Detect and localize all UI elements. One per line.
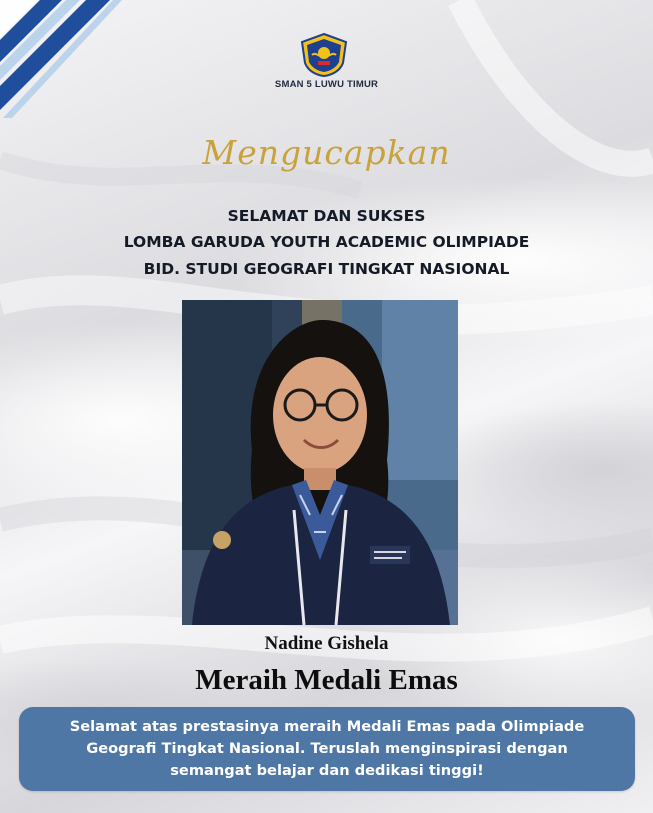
greeting-script: Mengucapkan <box>202 133 451 172</box>
message-box <box>19 707 635 791</box>
headline-line-3: BID. STUDI GEOGRAFI TINGKAT NASIONAL <box>143 260 510 278</box>
headline-line-2: LOMBA GARUDA YOUTH ACADEMIC OLIMPIADE <box>123 233 530 251</box>
achievement-title: Meraih Medali Emas <box>195 664 458 696</box>
congratulation-message: Selamat atas prestasinya meraih Medali Emas pada Olimpiade Geografi Tingkat Nasional. Teruslah menginspirasi dengan semangat belajar dan dedikasi tinggi! <box>69 718 585 779</box>
school-name: SMAN 5 LUWU TIMUR <box>274 79 379 90</box>
school-crest-icon <box>300 33 348 77</box>
headline-line-1: SELAMAT DAN SUKSES <box>227 207 426 225</box>
student-portrait-photo <box>182 300 458 625</box>
student-name: Nadine Gishela <box>264 633 389 654</box>
corner-stripes-decoration <box>0 0 140 120</box>
